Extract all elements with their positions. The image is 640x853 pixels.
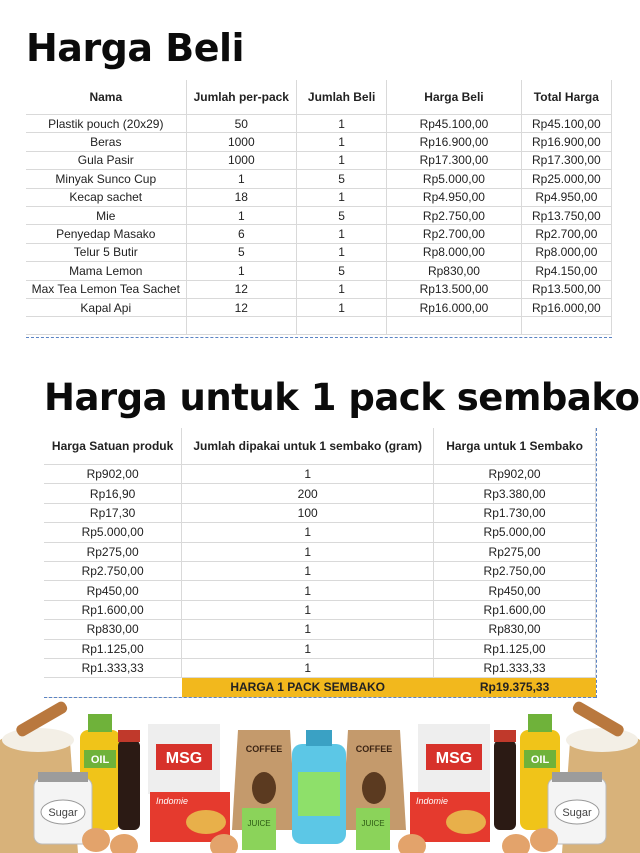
cell-nama: Beras xyxy=(26,133,186,151)
table-row xyxy=(26,170,612,188)
cell-total-harga: Rp2.700,00 xyxy=(521,225,611,243)
cell-harga-sembako: Rp902,00 xyxy=(434,465,596,484)
table-row xyxy=(26,188,612,206)
cell-harga-sembako: Rp1.730,00 xyxy=(434,503,596,522)
juice-box-left-icon xyxy=(242,808,276,850)
cell-jumlah-per-pack: 18 xyxy=(186,188,296,206)
cell-total-harga: Rp45.100,00 xyxy=(521,115,611,133)
msg-pack-right-icon xyxy=(418,724,490,794)
cell-jumlah-dipakai: 1 xyxy=(182,465,434,484)
cell-jumlah-beli: 1 xyxy=(297,188,387,206)
cell-harga-satuan: Rp450,00 xyxy=(44,581,182,600)
cell-harga-sembako: Rp1.125,00 xyxy=(434,639,596,658)
empty-cell xyxy=(297,317,387,335)
cell-total-harga: Rp4.150,00 xyxy=(521,262,611,280)
noodle-label-right: Indomie xyxy=(415,796,449,806)
col-header-harga-sembako: Harga untuk 1 Sembako xyxy=(434,428,596,465)
cell-jumlah-per-pack: 12 xyxy=(186,298,296,316)
cell-nama: Minyak Sunco Cup xyxy=(26,170,186,188)
table-row xyxy=(26,225,612,243)
cell-harga-satuan: Rp16,90 xyxy=(44,484,182,503)
table2-dashed-border-bottom xyxy=(44,697,596,698)
cell-nama: Telur 5 Butir xyxy=(26,243,186,261)
cell-jumlah-per-pack: 5 xyxy=(186,243,296,261)
col-header-jumlah-beli: Jumlah Beli xyxy=(297,80,387,115)
table-row xyxy=(44,658,596,677)
table-row xyxy=(26,206,612,224)
cell-harga-sembako: Rp2.750,00 xyxy=(434,561,596,580)
col-header-harga-beli: Harga Beli xyxy=(387,80,522,115)
cell-jumlah-beli: 1 xyxy=(297,151,387,169)
cell-jumlah-dipakai: 1 xyxy=(182,658,434,677)
cell-harga-satuan: Rp17,30 xyxy=(44,503,182,522)
table-row xyxy=(44,484,596,503)
cell-jumlah-per-pack: 1 xyxy=(186,170,296,188)
sugar-jar-right-icon xyxy=(548,772,606,844)
col-header-nama: Nama xyxy=(26,80,186,115)
cell-harga-sembako: Rp3.380,00 xyxy=(434,484,596,503)
cell-jumlah-beli: 5 xyxy=(297,170,387,188)
col-header-jumlah-dipakai: Jumlah dipakai untuk 1 sembako (gram) xyxy=(182,428,434,465)
cell-jumlah-dipakai: 100 xyxy=(182,503,434,522)
total-label: HARGA 1 PACK SEMBAKO xyxy=(182,678,434,697)
cell-jumlah-beli: 1 xyxy=(297,225,387,243)
table-row xyxy=(26,298,612,316)
empty-cell xyxy=(44,678,182,697)
cell-nama: Kapal Api xyxy=(26,298,186,316)
col-header-harga-satuan: Harga Satuan produk xyxy=(44,428,182,465)
cell-harga-satuan: Rp1.333,33 xyxy=(44,658,182,677)
cell-harga-satuan: Rp902,00 xyxy=(44,465,182,484)
table-row xyxy=(26,115,612,133)
col-header-total-harga: Total Harga xyxy=(521,80,611,115)
cell-harga-beli: Rp2.700,00 xyxy=(387,225,522,243)
cell-total-harga: Rp16.000,00 xyxy=(521,298,611,316)
cell-harga-sembako: Rp5.000,00 xyxy=(434,523,596,542)
juice-label-left: JUICE xyxy=(247,819,271,828)
table-row xyxy=(26,151,612,169)
msg-label-right: MSG xyxy=(435,750,473,767)
cell-harga-beli: Rp17.300,00 xyxy=(387,151,522,169)
cell-harga-sembako: Rp1.333,33 xyxy=(434,658,596,677)
table1-dashed-border xyxy=(26,337,612,338)
cell-jumlah-dipakai: 1 xyxy=(182,639,434,658)
cell-total-harga: Rp25.000,00 xyxy=(521,170,611,188)
cell-jumlah-per-pack: 50 xyxy=(186,115,296,133)
cell-harga-beli: Rp45.100,00 xyxy=(387,115,522,133)
cell-harga-beli: Rp16.000,00 xyxy=(387,298,522,316)
msg-label-left: MSG xyxy=(165,750,203,767)
cell-total-harga: Rp8.000,00 xyxy=(521,243,611,261)
cell-jumlah-dipakai: 1 xyxy=(182,523,434,542)
oil-label-right: OIL xyxy=(530,754,550,766)
table-header-row xyxy=(44,428,596,465)
cell-harga-satuan: Rp275,00 xyxy=(44,542,182,561)
table-row xyxy=(44,465,596,484)
table-row-empty xyxy=(26,317,612,335)
table2-dashed-border-right xyxy=(596,428,597,698)
cell-harga-satuan: Rp1.125,00 xyxy=(44,639,182,658)
cell-harga-sembako: Rp450,00 xyxy=(434,581,596,600)
soy-sauce-left-icon xyxy=(118,740,140,830)
cell-harga-beli: Rp8.000,00 xyxy=(387,243,522,261)
sugar-label-right: Sugar xyxy=(562,807,592,819)
table-row xyxy=(44,523,596,542)
cell-jumlah-dipakai: 200 xyxy=(182,484,434,503)
noodle-pack-left-icon xyxy=(150,792,230,842)
msg-pack-left-icon xyxy=(148,724,220,794)
purchase-price-table xyxy=(26,80,612,335)
cell-jumlah-per-pack: 1 xyxy=(186,206,296,224)
table-row xyxy=(44,542,596,561)
table-row xyxy=(44,620,596,639)
groceries-illustration xyxy=(0,700,640,853)
cell-jumlah-beli: 1 xyxy=(297,243,387,261)
cell-jumlah-per-pack: 1000 xyxy=(186,151,296,169)
cell-jumlah-dipakai: 1 xyxy=(182,620,434,639)
empty-cell xyxy=(387,317,522,335)
table-row xyxy=(26,243,612,261)
cell-harga-beli: Rp16.900,00 xyxy=(387,133,522,151)
table-row xyxy=(44,581,596,600)
cell-nama: Plastik pouch (20x29) xyxy=(26,115,186,133)
detergent-bottle-icon xyxy=(292,730,346,844)
cell-jumlah-beli: 5 xyxy=(297,262,387,280)
cell-nama: Mama Lemon xyxy=(26,262,186,280)
cell-jumlah-per-pack: 6 xyxy=(186,225,296,243)
soy-sauce-right-icon xyxy=(494,740,516,830)
cell-jumlah-dipakai: 1 xyxy=(182,581,434,600)
cell-total-harga: Rp4.950,00 xyxy=(521,188,611,206)
cell-harga-beli: Rp830,00 xyxy=(387,262,522,280)
cell-jumlah-per-pack: 1000 xyxy=(186,133,296,151)
cell-nama: Max Tea Lemon Tea Sachet xyxy=(26,280,186,298)
empty-cell xyxy=(521,317,611,335)
cell-harga-satuan: Rp2.750,00 xyxy=(44,561,182,580)
noodle-label-left: Indomie xyxy=(155,796,189,806)
coffee-label-right: COFFEE xyxy=(355,744,393,754)
oil-label-left: OIL xyxy=(90,754,110,766)
cell-nama: Mie xyxy=(26,206,186,224)
cell-total-harga: Rp16.900,00 xyxy=(521,133,611,151)
page-title-harga-beli: Harga Beli xyxy=(26,26,245,70)
cell-harga-satuan: Rp1.600,00 xyxy=(44,600,182,619)
cell-harga-beli: Rp13.500,00 xyxy=(387,280,522,298)
cell-jumlah-beli: 1 xyxy=(297,298,387,316)
table-row xyxy=(44,503,596,522)
cell-jumlah-per-pack: 1 xyxy=(186,262,296,280)
cell-harga-sembako: Rp1.600,00 xyxy=(434,600,596,619)
cell-jumlah-beli: 5 xyxy=(297,206,387,224)
sugar-label-left: Sugar xyxy=(48,807,78,819)
cell-harga-satuan: Rp5.000,00 xyxy=(44,523,182,542)
cell-jumlah-per-pack: 12 xyxy=(186,280,296,298)
juice-box-right-icon xyxy=(356,808,390,850)
cell-jumlah-beli: 1 xyxy=(297,280,387,298)
table-row xyxy=(26,133,612,151)
cell-jumlah-dipakai: 1 xyxy=(182,561,434,580)
table-row xyxy=(44,561,596,580)
total-row xyxy=(44,678,596,697)
table-row xyxy=(44,600,596,619)
juice-label-right: JUICE xyxy=(361,819,385,828)
empty-cell xyxy=(186,317,296,335)
cell-jumlah-dipakai: 1 xyxy=(182,542,434,561)
cell-harga-satuan: Rp830,00 xyxy=(44,620,182,639)
cell-jumlah-beli: 1 xyxy=(297,133,387,151)
sembako-price-table xyxy=(44,428,596,698)
empty-cell xyxy=(26,317,186,335)
cell-harga-beli: Rp4.950,00 xyxy=(387,188,522,206)
sugar-jar-left-icon xyxy=(34,772,92,844)
cell-harga-sembako: Rp830,00 xyxy=(434,620,596,639)
total-value: Rp19.375,33 xyxy=(434,678,596,697)
page-title-harga-sembako: Harga untuk 1 pack sembako xyxy=(44,376,640,419)
cell-harga-beli: Rp2.750,00 xyxy=(387,206,522,224)
noodle-pack-right-icon xyxy=(410,792,490,842)
cell-nama: Penyedap Masako xyxy=(26,225,186,243)
table-row xyxy=(44,639,596,658)
cell-jumlah-beli: 1 xyxy=(297,115,387,133)
cell-jumlah-dipakai: 1 xyxy=(182,600,434,619)
coffee-label-left: COFFEE xyxy=(245,744,283,754)
cell-harga-sembako: Rp275,00 xyxy=(434,542,596,561)
table-row xyxy=(26,280,612,298)
cell-total-harga: Rp13.500,00 xyxy=(521,280,611,298)
cell-total-harga: Rp17.300,00 xyxy=(521,151,611,169)
table-row xyxy=(26,262,612,280)
cell-total-harga: Rp13.750,00 xyxy=(521,206,611,224)
cell-harga-beli: Rp5.000,00 xyxy=(387,170,522,188)
cell-nama: Kecap sachet xyxy=(26,188,186,206)
cell-nama: Gula Pasir xyxy=(26,151,186,169)
col-header-jumlah-per-pack: Jumlah per-pack xyxy=(186,80,296,115)
table-header-row xyxy=(26,80,612,115)
